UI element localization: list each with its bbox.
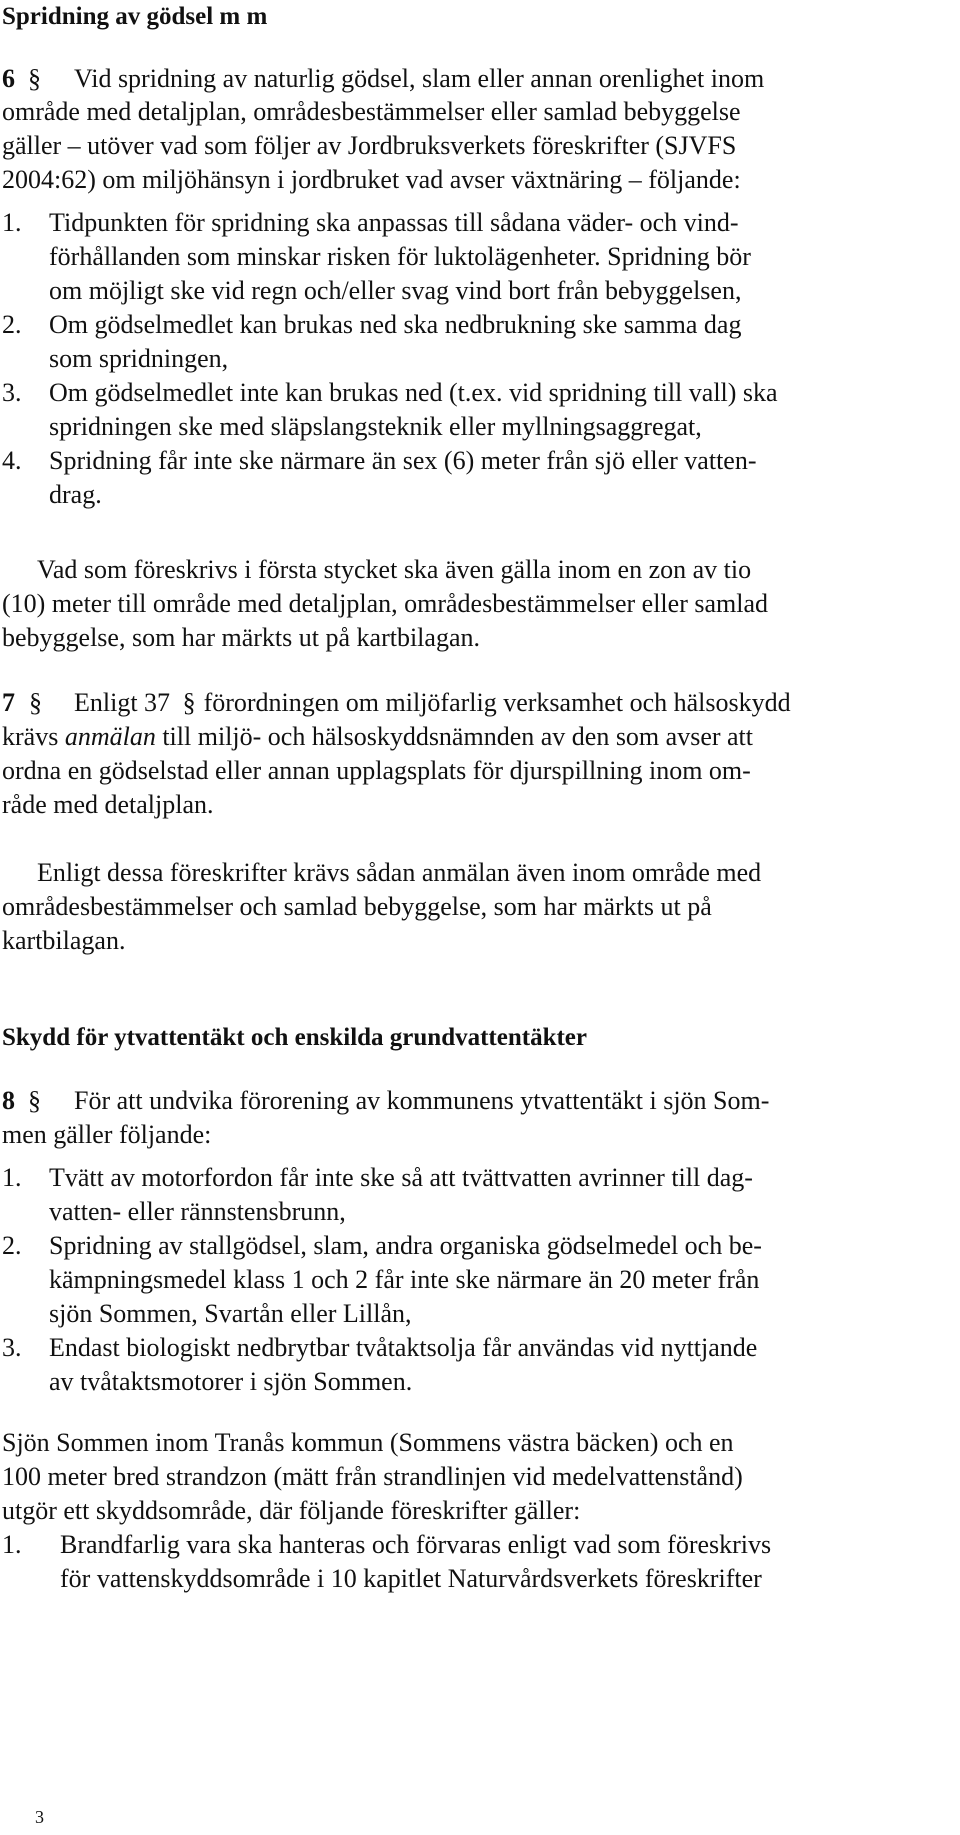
text-line: områdesbestämmelser och samlad bebyggelse, som har märkts ut på bbox=[2, 892, 712, 921]
text-line: 100 meter bred strandzon (mätt från strandlinjen vid medelvattenstånd) bbox=[2, 1462, 743, 1491]
text-line: gäller – utöver vad som följer av Jordbruksverkets föreskrifter (SJVFS bbox=[2, 131, 737, 160]
list-item-text: Spridning av stallgödsel, slam, andra organiska gödselmedel och be- bbox=[49, 1231, 762, 1260]
page-number: 3 bbox=[35, 1807, 44, 1827]
list-item-text: av tvåtaktsmotorer i sjön Sommen. bbox=[49, 1367, 413, 1396]
text-line: ordna en gödselstad eller annan upplagsplats för djurspillning inom om- bbox=[2, 756, 751, 785]
text-segment: förordningen om miljöfarlig verksamhet och hälsoskydd bbox=[203, 688, 791, 717]
text-line: utgör ett skyddsområde, där följande föreskrifter gäller: bbox=[2, 1496, 581, 1525]
emphasis-anmalan: anmälan bbox=[64, 722, 156, 751]
text-segment: krävs bbox=[2, 722, 59, 751]
list-item-text: Tvätt av motorfordon får inte ske så att tvättvatten avrinner till dag- bbox=[49, 1163, 753, 1192]
list-item-text: Brandfarlig vara ska hanteras och förvaras enligt vad som föreskrivs bbox=[60, 1530, 772, 1559]
text-line: område med detaljplan, områdesbestämmelser eller samlad bebyggelse bbox=[2, 97, 741, 126]
list-item-text: Om gödselmedlet kan brukas ned ska nedbrukning ske samma dag bbox=[49, 310, 742, 339]
text-line: Vad som föreskrivs i första stycket ska även gälla inom en zon av tio bbox=[37, 555, 752, 584]
paragraph-number: 8 bbox=[2, 1086, 15, 1115]
list-number: 3. bbox=[2, 378, 22, 407]
section-symbol: § bbox=[29, 688, 42, 717]
list-item-text: drag. bbox=[49, 480, 102, 509]
text-segment: till miljö- och hälsoskyddsnämnden av den som avser att bbox=[162, 722, 754, 751]
list-number: 1. bbox=[2, 1163, 22, 1192]
text-line: (10) meter till område med detaljplan, områdesbestämmelser eller samlad bbox=[2, 589, 768, 618]
list-item-text: spridningen ske med släpslangsteknik eller myllningsaggregat, bbox=[49, 412, 702, 441]
text-segment: Enligt 37 bbox=[74, 688, 171, 717]
list-item-text: som spridningen, bbox=[49, 344, 229, 373]
text-line: men gäller följande: bbox=[2, 1120, 212, 1149]
text-line: Vid spridning av naturlig gödsel, slam eller annan orenlighet inom bbox=[74, 64, 765, 93]
list-item-text: kämpningsmedel klass 1 och 2 får inte ske närmare än 20 meter från bbox=[49, 1265, 760, 1294]
list-item-text: förhållanden som minskar risken för luktolägenheter. Spridning bör bbox=[49, 242, 751, 271]
list-item-text: vatten- eller rännstensbrunn, bbox=[49, 1197, 346, 1226]
section-symbol: § bbox=[182, 688, 196, 717]
list-number: 2. bbox=[2, 1231, 22, 1260]
section-heading-skydd: Skydd för ytvattentäkt och enskilda grundvattentäkter bbox=[2, 1024, 587, 1051]
text-line: Sjön Sommen inom Tranås kommun (Sommens västra bäcken) och en bbox=[2, 1428, 734, 1457]
section-heading-spridning: Spridning av gödsel m m bbox=[2, 3, 268, 30]
list-item-text: Tidpunkten för spridning ska anpassas till sådana väder- och vind- bbox=[49, 208, 739, 237]
list-item-text: Spridning får inte ske närmare än sex (6) meter från sjö eller vatten- bbox=[49, 446, 757, 475]
text-line: För att undvika förorening av kommunens ytvattentäkt i sjön Som- bbox=[74, 1086, 770, 1115]
list-item-text: sjön Sommen, Svartån eller Lillån, bbox=[49, 1299, 412, 1328]
text-line: råde med detaljplan. bbox=[2, 790, 214, 819]
list-item-text: Endast biologiskt nedbrytbar tvåtaktsolja får användas vid nyttjande bbox=[49, 1333, 758, 1362]
list-number: 1. bbox=[2, 1530, 22, 1559]
section-symbol: § bbox=[28, 1086, 41, 1115]
list-number: 2. bbox=[2, 310, 22, 339]
paragraph-number: 7 bbox=[2, 688, 15, 717]
list-number: 1. bbox=[2, 208, 22, 237]
list-item-text: Om gödselmedlet inte kan brukas ned (t.ex. vid spridning till vall) ska bbox=[49, 378, 778, 407]
text-line: bebyggelse, som har märkts ut på kartbilagan. bbox=[2, 623, 480, 652]
list-number: 4. bbox=[2, 446, 22, 475]
list-item-text: om möjligt ske vid regn och/eller svag vind bort från bebyggelsen, bbox=[49, 276, 742, 305]
text-line: Enligt dessa föreskrifter krävs sådan anmälan även inom område med bbox=[37, 858, 762, 887]
list-item-text: för vattenskyddsområde i 10 kapitlet Naturvårdsverkets föreskrifter bbox=[60, 1564, 762, 1593]
text-line: 2004:62) om miljöhänsyn i jordbruket vad avser växtnäring – följande: bbox=[2, 165, 741, 194]
section-symbol: § bbox=[28, 64, 41, 93]
list-number: 3. bbox=[2, 1333, 22, 1362]
paragraph-number: 6 bbox=[2, 64, 15, 93]
text-line: kartbilagan. bbox=[2, 926, 126, 955]
